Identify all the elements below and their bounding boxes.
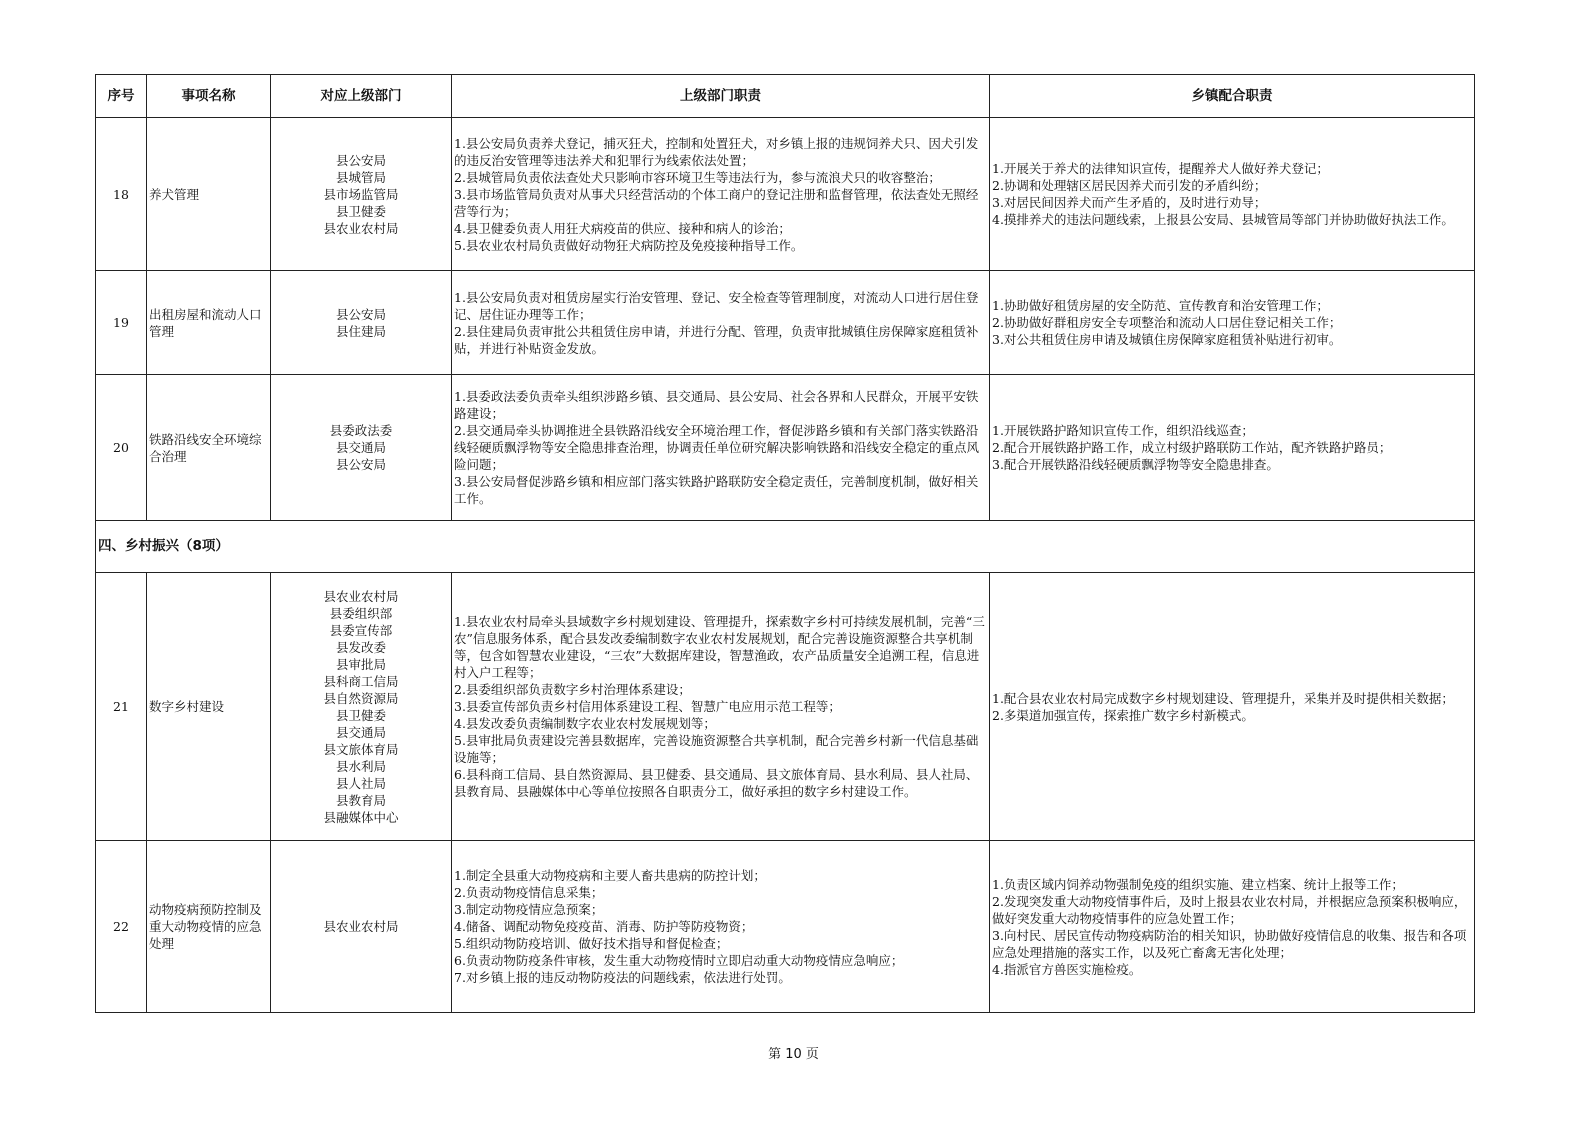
dept-line: 县委组织部 [329,605,393,621]
duty-line: 5.县农业农村局负责做好动物狂犬病防控及免疫接种指导工作。 [454,237,804,253]
dept-line: 县市场监管局 [323,186,399,202]
town-duty-cell [990,573,1475,841]
duty-line: 5.组织动物防疫培训、做好技术指导和督促检查； [454,936,729,951]
dept-line: 县人社局 [335,775,386,791]
upper-duty-cell [452,271,990,375]
duty-line: 6.县科商工信局、县自然资源局、县卫健委、县交通局、县文旅体育局、县水利局、县人社局、县教育局、县融媒体中心等单位按照各自职责分工，做好承担的数字乡村建设工作。 [454,767,979,799]
duty-line: 1.开展关于养犬的法律知识宣传，提醒养犬人做好养犬登记； [992,161,1329,176]
duty-line: 3.配合开展铁路沿线轻硬质飘浮物等安全隐患排查。 [992,457,1279,472]
upper-duty-cell [452,375,990,521]
dept-line: 县公安局 [335,152,386,168]
dept-line: 县卫健委 [335,203,386,219]
duty-line: 2.县住建局负责审批公共租赁住房申请，并进行分配、管理，负责审批城镇住房保障家庭租赁补贴，并进行补贴资金发放。 [454,323,979,356]
town-duty-cell [990,271,1475,375]
duty-line: 3.县委宣传部负责乡村信用体系建设工程、智慧广电应用示范工程等； [454,699,841,714]
table-row [96,841,1475,1013]
duty-line: 1.县农业农村局牵头县域数字乡村规划建设、管理提升，探索数字乡村可持续发展机制，完善“三农”信息服务体系，配合县发改委编制数字农业农村发展规划，配合完善设施资源整合共享机制等，包含如智慧农业建设，“三农”大数据库建设，智慧渔政，农产品质量安全追溯工程，信息进村入户工程等； [454,614,985,680]
upper-duty-cell [452,118,990,271]
upper-duty-cell [452,841,990,1013]
duty-line: 2.配合开展铁路护路工作，成立村级护路联防工作站，配齐铁路护路员； [992,440,1392,455]
duty-line: 4.县卫健委负责人用狂犬病疫苗的供应、接种和病人的诊治； [454,220,791,236]
town-duty-cell [990,118,1475,271]
duty-line: 1.制定全县重大动物疫病和主要人畜共患病的防控计划； [454,868,766,883]
duty-line: 2.负责动物疫情信息采集； [454,885,604,900]
town-duty-cell [990,841,1475,1013]
dept-line: 县住建局 [335,323,386,339]
duty-line: 1.负责区域内饲养动物强制免疫的组织实施、建立档案、统计上报等工作； [992,876,1404,892]
duty-line: 4.指派官方兽医实施检疫。 [992,961,1142,977]
dept-line: 县发改委 [335,639,386,655]
dept-line: 县科商工信局 [323,673,399,689]
dept-line: 县农业农村局 [323,588,399,604]
duty-line: 5.县审批局负责建设完善县数据库，完善设施资源整合共享机制，配合完善乡村新一代信息基础设施等； [454,733,979,765]
duty-line: 4.摸排养犬的违法问题线索，上报县公安局、县城管局等部门并协助做好执法工作。 [992,212,1454,227]
duty-line: 3.对公共租赁住房申请及城镇住房保障家庭租赁补贴进行初审。 [992,332,1342,347]
duty-line: 3.县公安局督促涉路乡镇和相应部门落实铁路护路联防安全稳定责任，完善制度机制，做好相关工作。 [454,474,979,506]
dept-cell [271,118,452,271]
dept-line: 县公安局 [335,457,386,472]
upper-duty-cell [452,573,990,841]
duty-line: 1.配合县农业农村局完成数字乡村规划建设、管理提升，采集并及时提供相关数据； [992,690,1454,706]
header-upper-duty: 上级部门职责 [452,75,990,118]
dept-line: 县交通局 [335,440,386,455]
dept-line: 县委政法委 [329,423,393,438]
duty-line: 1.协助做好租赁房屋的安全防范、宣传教育和治安管理工作； [992,298,1329,313]
item-name: 出租房屋和流动人口管理 [147,271,271,375]
item-name: 数字乡村建设 [147,573,271,841]
duty-line: 2.发现突发重大动物疫情事件后，及时上报县农业农村局，并根据应急预案积极响应，做好突发重大动物疫情事件的应急处置工作； [992,893,1467,926]
duty-line: 3.县市场监管局负责对从事犬只经营活动的个体工商户的登记注册和监督管理，依法查处无照经营等行为； [454,186,979,219]
dept-cell [271,841,452,1013]
row-number: 19 [96,271,147,375]
header-town-duty: 乡镇配合职责 [990,75,1475,118]
duty-line: 3.向村民、居民宣传动物疫病防治的相关知识，协助做好疫情信息的收集、报告和各项应急处理措施的落实工作，以及死亡畜禽无害化处理； [992,927,1467,960]
duty-line: 7.对乡镇上报的违反动物防疫法的问题线索，依法进行处罚。 [454,970,791,985]
duty-line: 3.制定动物疫情应急预案； [454,902,604,917]
dept-line: 县城管局 [335,169,386,185]
dept-line: 县水利局 [335,758,386,774]
page-number: 第 10 页 [768,1047,819,1062]
table-row [96,573,1475,841]
table-row [96,118,1475,271]
table-row [96,375,1475,521]
town-duty-cell [990,375,1475,521]
dept-cell [271,271,452,375]
header-no: 序号 [96,75,147,118]
dept-line: 县农业农村局 [323,919,399,934]
dept-line: 县文旅体育局 [323,741,399,757]
dept-line: 县委宣传部 [329,622,393,638]
duty-line: 4.储备、调配动物免疫疫苗、消毒、防护等防疫物资； [454,919,754,934]
duty-line: 2.县交通局牵头协调推进全县铁路沿线安全环境治理工作，督促涉路乡镇和有关部门落实铁路沿线轻硬质飘浮物等安全隐患排查治理，协调责任单位研究解决影响铁路和沿线安全稳定的重点风险问题； [454,423,980,472]
duty-line: 1.开展铁路护路知识宣传工作，组织沿线巡查； [992,423,1254,438]
item-name: 养犬管理 [147,118,271,271]
responsibility-table [95,74,1475,1013]
row-number: 20 [96,375,147,521]
duty-line: 3.对居民间因养犬而产生矛盾的，及时进行劝导； [992,195,1267,210]
header-dept: 对应上级部门 [271,75,452,118]
table-row [96,271,1475,375]
dept-line: 县卫健委 [335,707,386,723]
section-row [96,521,1475,573]
row-number: 21 [96,573,147,841]
dept-cell [271,375,452,521]
item-name: 动物疫病预防控制及重大动物疫情的应急处理 [147,841,271,1013]
dept-line: 县农业农村局 [323,220,399,236]
duty-line: 4.县发改委负责编制数字农业农村发展规划等； [454,716,716,731]
dept-line: 县自然资源局 [323,690,399,706]
dept-line: 县融媒体中心 [323,809,399,825]
duty-line: 2.协助做好群租房安全专项整治和流动人口居住登记相关工作； [992,315,1342,330]
dept-line: 县交通局 [335,724,386,740]
duty-line: 2.县委组织部负责数字乡村治理体系建设； [454,682,691,697]
row-number: 18 [96,118,147,271]
header-name: 事项名称 [147,75,271,118]
section-title: 四、乡村振兴（8项） [96,521,1475,573]
table-header-row [96,75,1475,118]
duty-line: 2.协调和处理辖区居民因养犬而引发的矛盾纠纷； [992,178,1267,193]
dept-line: 县审批局 [335,656,386,672]
duty-line: 2.县城管局负责依法查处犬只影响市容环境卫生等违法行为，参与流浪犬只的收容整治； [454,169,941,185]
duty-line: 2.多渠道加强宣传，探索推广数字乡村新模式。 [992,707,1254,723]
dept-line: 县公安局 [335,306,386,322]
dept-cell [271,573,452,841]
dept-line: 县教育局 [335,792,386,808]
duty-line: 1.县公安局负责养犬登记，捕灭狂犬，控制和处置狂犬，对乡镇上报的违规饲养犬只、因犬引发的违反治安管理等违法养犬和犯罪行为线索依法处置； [454,135,979,168]
row-number: 22 [96,841,147,1013]
duty-line: 1.县委政法委负责牵头组织涉路乡镇、县交通局、县公安局、社会各界和人民群众，开展平安铁路建设； [454,389,979,421]
duty-line: 6.负责动物防疫条件审核，发生重大动物疫情时立即启动重大动物疫情应急响应； [454,953,904,968]
item-name: 铁路沿线安全环境综合治理 [147,375,271,521]
duty-line: 1.县公安局负责对租赁房屋实行治安管理、登记、安全检查等管理制度，对流动人口进行居住登记、居住证办理等工作； [454,289,979,322]
